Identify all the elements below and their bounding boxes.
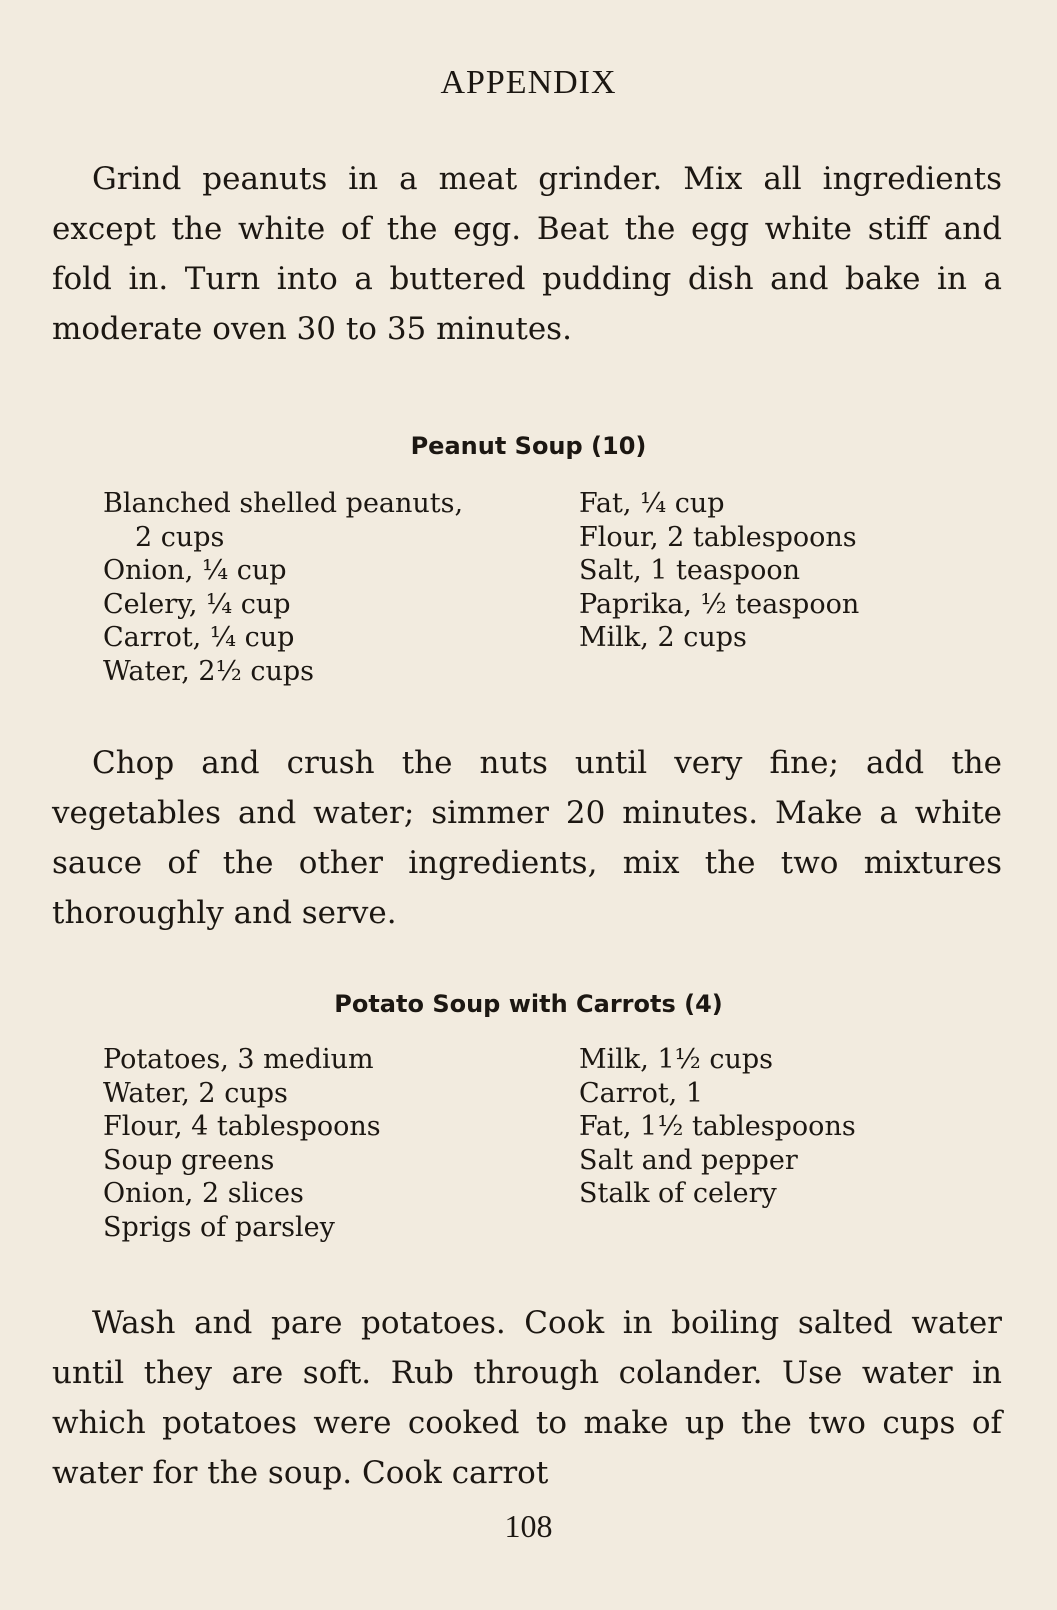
ingredient-item: Salt, 1 teaspoon bbox=[579, 555, 800, 586]
ingredient-item: Salt and pepper bbox=[579, 1144, 798, 1176]
ingredient-item: Fat, 1½ tablespoons bbox=[579, 1111, 856, 1142]
ingredient-item: 2 cups bbox=[135, 521, 225, 553]
ingredient-item: Water, 2 cups bbox=[103, 1077, 288, 1109]
page-number: 108 bbox=[504, 1508, 553, 1544]
ingredient-item: Potatoes, 3 medium bbox=[103, 1044, 374, 1075]
peanut-soup-method: Chop and crush the nuts until very fine; add the vegetables and water; simmer 20 minutes. Make a white sauce of the other ingredients, mix the two mixtures thoroughly and serve. bbox=[52, 745, 1002, 931]
ingredients-right-potato-soup bbox=[579, 1043, 856, 1211]
running-head: APPENDIX bbox=[440, 64, 617, 101]
ingredient-item: Paprika, ½ teaspoon bbox=[579, 588, 860, 620]
ingredients-right-peanut-soup bbox=[579, 487, 859, 655]
ingredient-item: Celery, ¼ cup bbox=[103, 588, 291, 620]
ingredient-item: Flour, 4 tablespoons bbox=[103, 1111, 381, 1142]
ingredient-item: Flour, 2 tablespoons bbox=[579, 521, 857, 553]
recipe-title-peanut-soup: Peanut Soup (10) bbox=[410, 432, 647, 460]
ingredients-left-potato-soup bbox=[103, 1043, 381, 1244]
ingredient-item: Onion, 2 slices bbox=[103, 1178, 304, 1209]
ingredients-left-peanut-soup bbox=[103, 487, 463, 688]
recipe-title-potato-soup: Potato Soup with Carrots (4) bbox=[334, 990, 723, 1018]
ingredient-item: Milk, 2 cups bbox=[579, 622, 747, 653]
ingredient-item: Fat, ¼ cup bbox=[579, 488, 725, 519]
ingredient-item: Carrot, ¼ cup bbox=[103, 622, 295, 653]
potato-soup-method: Wash and pare potatoes. Cook in boiling salted water until they are soft. Rub through colander. Use water in which potatoes were cooked to make up the two cups of water for the soup. Cook carrot bbox=[52, 1305, 1002, 1491]
ingredient-item: Sprigs of parsley bbox=[103, 1211, 335, 1243]
ingredient-item: Water, 2½ cups bbox=[103, 655, 315, 687]
ingredient-item: Onion, ¼ cup bbox=[103, 555, 287, 586]
ingredient-item: Milk, 1½ cups bbox=[579, 1044, 774, 1075]
intro-paragraph: Grind peanuts in a meat grinder. Mix all ingredients except the white of the egg. Beat the egg white stiff and fold in. Turn into a buttered pudding dish and bake in a moderate oven 30 to 35 minutes. bbox=[52, 161, 1002, 347]
ingredient-item: Stalk of celery bbox=[579, 1178, 777, 1209]
ingredient-item: Blanched shelled peanuts, bbox=[103, 488, 464, 519]
ingredient-item: Carrot, 1 bbox=[579, 1077, 704, 1109]
ingredient-item: Soup greens bbox=[103, 1144, 275, 1176]
